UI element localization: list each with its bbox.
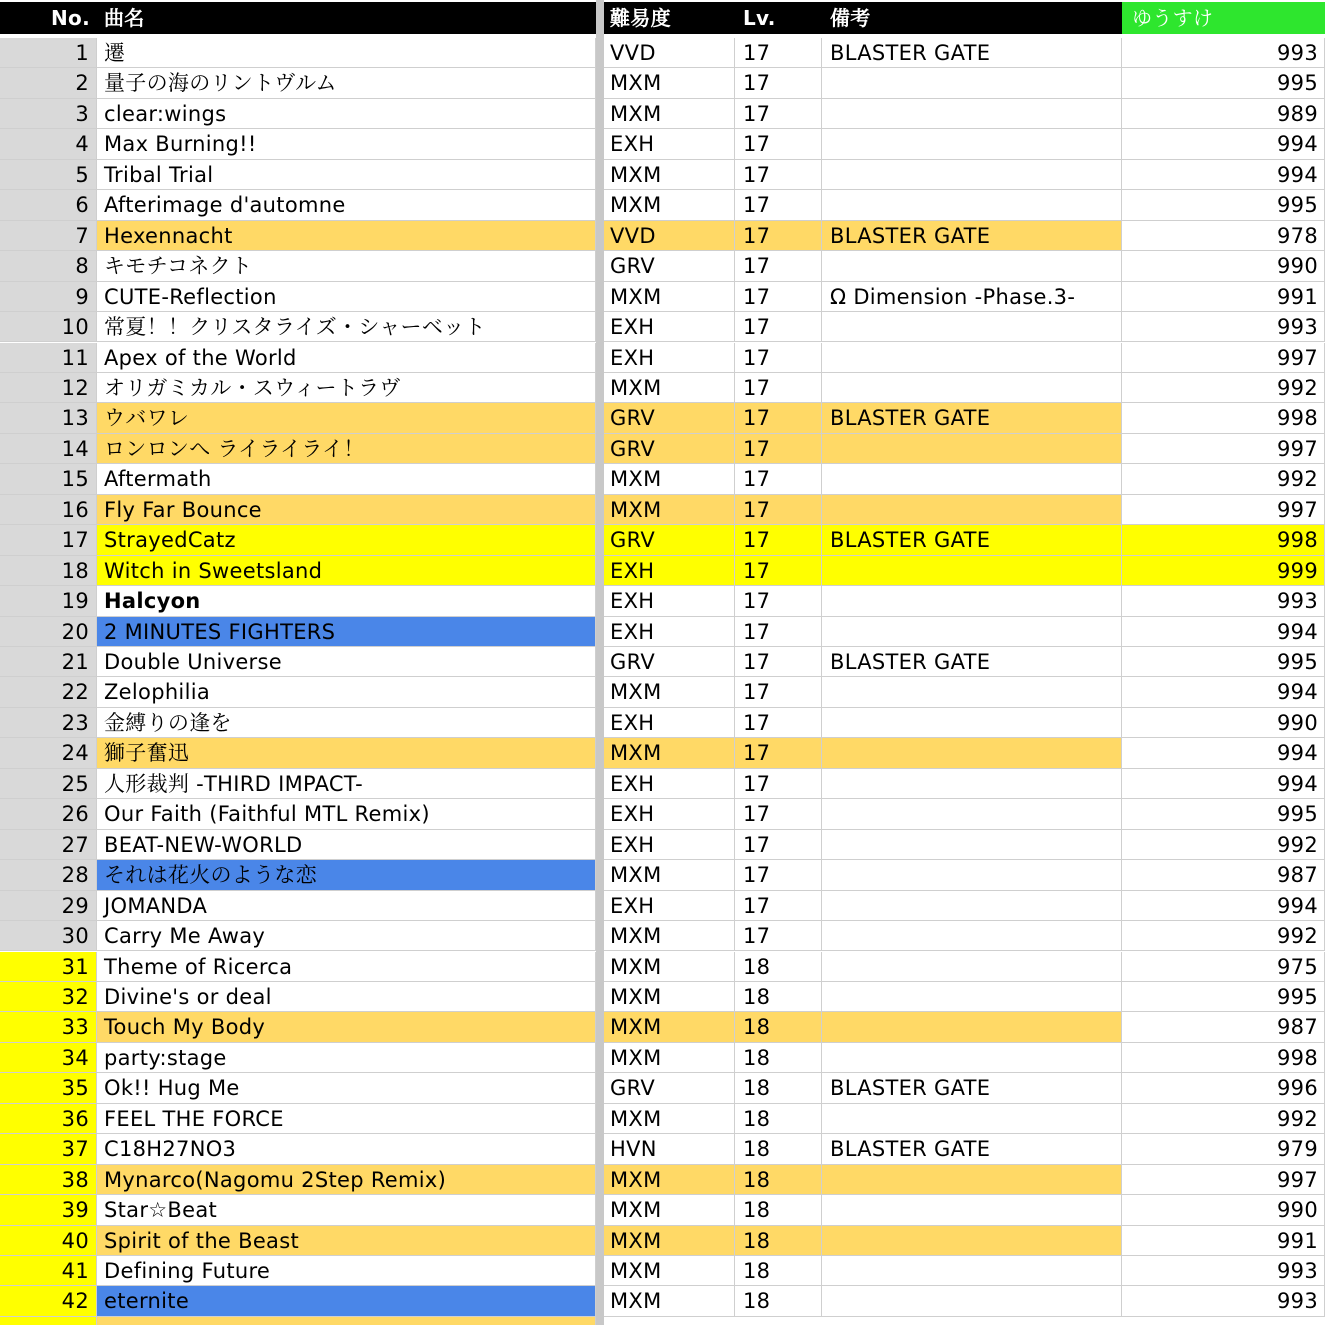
score-cell[interactable]: 991 (1122, 1226, 1325, 1256)
note-cell[interactable] (822, 982, 1122, 1012)
level-cell[interactable]: 17 (735, 617, 822, 647)
difficulty-cell[interactable]: EXH (604, 799, 735, 829)
note-cell[interactable] (822, 708, 1122, 738)
difficulty-cell[interactable]: GRV (604, 647, 735, 677)
song-title-cell[interactable]: Witch in Sweetsland (97, 556, 596, 586)
level-cell[interactable]: 17 (735, 738, 822, 768)
note-cell[interactable] (822, 1195, 1122, 1225)
note-cell[interactable] (822, 1104, 1122, 1134)
note-cell[interactable] (822, 891, 1122, 921)
song-title-cell[interactable]: オリガミカル・スウィートラヴ (97, 373, 596, 403)
song-title-cell[interactable]: 2 MINUTES FIGHTERS (97, 617, 596, 647)
score-cell[interactable]: 993 (1122, 586, 1325, 616)
difficulty-cell[interactable]: EXH (604, 891, 735, 921)
score-cell[interactable]: 992 (1122, 1104, 1325, 1134)
difficulty-cell[interactable]: EXH (604, 769, 735, 799)
difficulty-cell[interactable]: HVN (604, 1134, 735, 1164)
row-number[interactable]: 30 (0, 921, 97, 951)
row-number[interactable]: 23 (0, 708, 97, 738)
row-number[interactable]: 26 (0, 799, 97, 829)
song-title-cell[interactable]: Zelophilia (97, 677, 596, 707)
score-cell[interactable]: 997 (1122, 1165, 1325, 1195)
score-cell[interactable]: 999 (1122, 556, 1325, 586)
difficulty-cell[interactable]: EXH (604, 617, 735, 647)
score-cell[interactable]: 987 (1122, 860, 1325, 890)
note-cell[interactable] (822, 129, 1122, 159)
level-cell[interactable]: 17 (735, 647, 822, 677)
note-cell[interactable]: BLASTER GATE (822, 525, 1122, 555)
difficulty-cell[interactable]: EXH (604, 312, 735, 342)
note-cell[interactable] (822, 373, 1122, 403)
level-cell[interactable]: 17 (735, 464, 822, 494)
level-cell[interactable]: 18 (735, 982, 822, 1012)
song-title-cell[interactable]: 人形裁判 -THIRD IMPACT- (97, 769, 596, 799)
level-cell[interactable]: 18 (735, 1256, 822, 1286)
difficulty-cell[interactable]: MXM (604, 1043, 735, 1073)
song-title-cell[interactable]: ロンロンへ ライライライ！ (97, 434, 596, 464)
row-number[interactable]: 21 (0, 647, 97, 677)
row-number[interactable]: 17 (0, 525, 97, 555)
row-number[interactable]: 20 (0, 617, 97, 647)
note-cell[interactable]: BLASTER GATE (822, 1073, 1122, 1103)
note-cell[interactable]: BLASTER GATE (822, 1134, 1122, 1164)
score-cell[interactable]: 990 (1122, 1195, 1325, 1225)
level-cell[interactable]: 17 (735, 312, 822, 342)
row-number[interactable]: 13 (0, 403, 97, 433)
score-cell[interactable]: 979 (1122, 1134, 1325, 1164)
difficulty-cell[interactable]: EXH (604, 830, 735, 860)
note-cell[interactable]: BLASTER GATE (822, 647, 1122, 677)
score-cell[interactable]: 995 (1122, 68, 1325, 98)
difficulty-cell[interactable]: GRV (604, 403, 735, 433)
row-number[interactable]: 38 (0, 1165, 97, 1195)
difficulty-cell[interactable]: MXM (604, 68, 735, 98)
difficulty-cell[interactable]: MXM (604, 99, 735, 129)
level-cell[interactable]: 18 (735, 952, 822, 982)
score-cell[interactable]: 987 (1122, 1012, 1325, 1042)
difficulty-cell[interactable]: MXM (604, 160, 735, 190)
level-cell[interactable]: 17 (735, 160, 822, 190)
difficulty-cell[interactable]: MXM (604, 282, 735, 312)
score-cell[interactable]: 990 (1122, 251, 1325, 281)
row-number[interactable]: 32 (0, 982, 97, 1012)
note-cell[interactable] (822, 738, 1122, 768)
level-cell[interactable]: 17 (735, 921, 822, 951)
note-cell[interactable]: Ω Dimension -Phase.3- (822, 282, 1122, 312)
header-no[interactable]: No. (0, 2, 97, 34)
note-cell[interactable] (822, 921, 1122, 951)
row-number[interactable]: 36 (0, 1104, 97, 1134)
level-cell[interactable]: 17 (735, 830, 822, 860)
song-title-cell[interactable]: BEAT-NEW-WORLD (97, 830, 596, 860)
row-number[interactable]: 34 (0, 1043, 97, 1073)
note-cell[interactable]: BLASTER GATE (822, 403, 1122, 433)
row-number[interactable]: 4 (0, 129, 97, 159)
row-number[interactable]: 39 (0, 1195, 97, 1225)
note-cell[interactable] (822, 160, 1122, 190)
song-title-cell[interactable]: Theme of Ricerca (97, 952, 596, 982)
difficulty-cell[interactable]: MXM (604, 373, 735, 403)
note-cell[interactable] (822, 586, 1122, 616)
level-cell[interactable]: 18 (735, 1073, 822, 1103)
difficulty-cell[interactable]: EXH (604, 708, 735, 738)
note-cell[interactable] (822, 860, 1122, 890)
song-title-cell[interactable]: それは花火のような恋 (97, 860, 596, 890)
song-title-cell[interactable]: Mynarco(Nagomu 2Step Remix) (97, 1165, 596, 1195)
song-title-cell[interactable]: clear:wings (97, 99, 596, 129)
difficulty-cell[interactable]: VVD (604, 38, 735, 68)
song-title-cell[interactable]: eternite (97, 1286, 596, 1316)
difficulty-cell[interactable]: MXM (604, 1256, 735, 1286)
difficulty-cell[interactable]: MXM (604, 190, 735, 220)
row-number[interactable]: 11 (0, 343, 97, 373)
song-title-cell[interactable]: FEEL THE FORCE (97, 1104, 596, 1134)
row-number[interactable]: 19 (0, 586, 97, 616)
difficulty-cell[interactable]: EXH (604, 343, 735, 373)
note-cell[interactable] (822, 799, 1122, 829)
song-title-cell[interactable]: 獅子奮迅 (97, 738, 596, 768)
note-cell[interactable] (822, 99, 1122, 129)
score-cell[interactable]: 998 (1122, 1043, 1325, 1073)
score-cell[interactable]: 994 (1122, 129, 1325, 159)
level-cell[interactable]: 17 (735, 221, 822, 251)
row-number[interactable]: 9 (0, 282, 97, 312)
note-cell[interactable] (822, 1012, 1122, 1042)
row-number[interactable]: 6 (0, 190, 97, 220)
row-number[interactable]: 33 (0, 1012, 97, 1042)
level-cell[interactable]: 17 (735, 495, 822, 525)
song-title-cell[interactable]: Star☆Beat (97, 1195, 596, 1225)
difficulty-cell[interactable]: EXH (604, 586, 735, 616)
score-cell[interactable]: 995 (1122, 982, 1325, 1012)
difficulty-cell[interactable]: GRV (604, 1073, 735, 1103)
level-cell[interactable]: 17 (735, 99, 822, 129)
note-cell[interactable] (822, 677, 1122, 707)
difficulty-cell[interactable]: EXH (604, 556, 735, 586)
song-title-cell[interactable]: Halcyon (97, 586, 596, 616)
note-cell[interactable] (822, 312, 1122, 342)
note-cell[interactable] (822, 1165, 1122, 1195)
row-number[interactable]: 15 (0, 464, 97, 494)
note-cell[interactable] (822, 464, 1122, 494)
song-title-cell[interactable]: Hexennacht (97, 221, 596, 251)
note-cell[interactable] (822, 952, 1122, 982)
level-cell[interactable]: 18 (735, 1165, 822, 1195)
row-number[interactable]: 24 (0, 738, 97, 768)
score-cell[interactable]: 998 (1122, 525, 1325, 555)
row-number[interactable]: 29 (0, 891, 97, 921)
row-number[interactable]: 10 (0, 312, 97, 342)
row-number[interactable]: 27 (0, 830, 97, 860)
difficulty-cell[interactable]: VVD (604, 221, 735, 251)
level-cell[interactable]: 17 (735, 708, 822, 738)
score-cell[interactable]: 992 (1122, 921, 1325, 951)
song-title-cell[interactable]: 常夏！！クリスタライズ・シャーベット (97, 312, 596, 342)
difficulty-cell[interactable]: MXM (604, 982, 735, 1012)
difficulty-cell[interactable]: EXH (604, 129, 735, 159)
score-cell[interactable]: 995 (1122, 190, 1325, 220)
row-number[interactable]: 40 (0, 1226, 97, 1256)
row-number[interactable]: 41 (0, 1256, 97, 1286)
score-cell[interactable]: 998 (1122, 403, 1325, 433)
note-cell[interactable]: BLASTER GATE (822, 221, 1122, 251)
level-cell[interactable]: 18 (735, 1134, 822, 1164)
level-cell[interactable]: 17 (735, 556, 822, 586)
score-cell[interactable]: 997 (1122, 495, 1325, 525)
difficulty-cell[interactable]: MXM (604, 1195, 735, 1225)
header-player[interactable]: ゆうすけ (1122, 2, 1325, 34)
score-cell[interactable]: 997 (1122, 343, 1325, 373)
difficulty-cell[interactable]: MXM (604, 1226, 735, 1256)
score-cell[interactable]: 995 (1122, 647, 1325, 677)
score-cell[interactable]: 992 (1122, 464, 1325, 494)
row-number[interactable]: 18 (0, 556, 97, 586)
level-cell[interactable]: 17 (735, 68, 822, 98)
song-title-cell[interactable]: CUTE-Reflection (97, 282, 596, 312)
row-number[interactable]: 8 (0, 251, 97, 281)
song-title-cell[interactable]: Spirit of the Beast (97, 1226, 596, 1256)
difficulty-cell[interactable]: GRV (604, 251, 735, 281)
frozen-column-divider (596, 0, 604, 1325)
score-cell[interactable]: 992 (1122, 830, 1325, 860)
song-title-cell[interactable]: 金縛りの逢を (97, 708, 596, 738)
note-cell[interactable] (822, 190, 1122, 220)
score-cell[interactable]: 993 (1122, 1256, 1325, 1286)
note-cell[interactable] (822, 1043, 1122, 1073)
song-title-cell[interactable]: Aftermath (97, 464, 596, 494)
level-cell[interactable]: 17 (735, 799, 822, 829)
row-number[interactable]: 7 (0, 221, 97, 251)
score-cell[interactable]: 993 (1122, 1286, 1325, 1316)
level-cell[interactable]: 17 (735, 586, 822, 616)
level-cell[interactable]: 17 (735, 38, 822, 68)
level-cell[interactable]: 17 (735, 190, 822, 220)
song-title-cell[interactable]: 遷 (97, 38, 596, 68)
difficulty-cell[interactable]: MXM (604, 1104, 735, 1134)
note-cell[interactable] (822, 1226, 1122, 1256)
song-title-cell[interactable]: JOMANDA (97, 891, 596, 921)
song-title-cell[interactable]: Tribal Trial (97, 160, 596, 190)
note-cell[interactable] (822, 830, 1122, 860)
row-number[interactable]: 25 (0, 769, 97, 799)
song-title-cell[interactable]: Our Faith (Faithful MTL Remix) (97, 799, 596, 829)
note-cell[interactable] (822, 68, 1122, 98)
note-cell[interactable] (822, 556, 1122, 586)
difficulty-cell[interactable]: MXM (604, 1286, 735, 1316)
song-title-cell[interactable]: Apex of the World (97, 343, 596, 373)
score-cell[interactable]: 993 (1122, 312, 1325, 342)
difficulty-cell[interactable]: MXM (604, 860, 735, 890)
difficulty-cell[interactable]: MXM (604, 1012, 735, 1042)
level-cell[interactable]: 18 (735, 1195, 822, 1225)
score-cell[interactable]: 994 (1122, 677, 1325, 707)
score-cell[interactable]: 975 (1122, 952, 1325, 982)
score-cell[interactable]: 994 (1122, 160, 1325, 190)
row-number[interactable]: 2 (0, 68, 97, 98)
row-number[interactable]: 12 (0, 373, 97, 403)
song-title-cell[interactable]: 量子の海のリントヴルム (97, 68, 596, 98)
score-cell[interactable]: 994 (1122, 769, 1325, 799)
level-cell[interactable]: 18 (735, 1012, 822, 1042)
level-cell[interactable]: 17 (735, 525, 822, 555)
song-title-cell[interactable]: Defining Future (97, 1256, 596, 1286)
score-cell[interactable]: 995 (1122, 799, 1325, 829)
row-number[interactable]: 35 (0, 1073, 97, 1103)
difficulty-cell[interactable]: MXM (604, 677, 735, 707)
score-cell[interactable]: 990 (1122, 708, 1325, 738)
difficulty-cell[interactable]: GRV (604, 525, 735, 555)
level-cell[interactable]: 17 (735, 860, 822, 890)
header-level[interactable]: Lv. (735, 2, 822, 34)
song-title-cell[interactable]: party:stage (97, 1043, 596, 1073)
level-cell[interactable]: 17 (735, 677, 822, 707)
score-cell[interactable]: 978 (1122, 221, 1325, 251)
song-title-cell[interactable]: Carry Me Away (97, 921, 596, 951)
level-cell[interactable]: 17 (735, 434, 822, 464)
note-cell[interactable] (822, 769, 1122, 799)
song-title-cell[interactable]: Double Universe (97, 647, 596, 677)
difficulty-cell[interactable]: MXM (604, 1165, 735, 1195)
header-difficulty[interactable]: 難易度 (604, 2, 735, 34)
level-cell[interactable]: 18 (735, 1286, 822, 1316)
row-number[interactable]: 22 (0, 677, 97, 707)
note-cell[interactable] (822, 1256, 1122, 1286)
song-title-cell[interactable]: C18H27NO3 (97, 1134, 596, 1164)
level-cell[interactable]: 18 (735, 1043, 822, 1073)
score-cell[interactable]: 996 (1122, 1073, 1325, 1103)
header-title[interactable]: 曲名 (97, 2, 596, 34)
row-number[interactable]: 3 (0, 99, 97, 129)
level-cell[interactable]: 18 (735, 1226, 822, 1256)
level-cell[interactable]: 17 (735, 282, 822, 312)
song-title-cell[interactable]: Fly Far Bounce (97, 495, 596, 525)
note-cell[interactable] (822, 1286, 1122, 1316)
level-cell[interactable]: 17 (735, 403, 822, 433)
row-number[interactable]: 16 (0, 495, 97, 525)
difficulty-cell[interactable]: MXM (604, 738, 735, 768)
row-number[interactable]: 14 (0, 434, 97, 464)
note-cell[interactable]: BLASTER GATE (822, 38, 1122, 68)
level-cell[interactable]: 17 (735, 891, 822, 921)
score-cell[interactable]: 994 (1122, 891, 1325, 921)
song-title-cell[interactable]: StrayedCatz (97, 525, 596, 555)
level-cell[interactable]: 18 (735, 1104, 822, 1134)
score-cell[interactable]: 994 (1122, 617, 1325, 647)
difficulty-cell[interactable]: MXM (604, 495, 735, 525)
note-cell[interactable] (822, 434, 1122, 464)
song-title-cell[interactable]: キモチコネクト (97, 251, 596, 281)
difficulty-cell[interactable]: MXM (604, 464, 735, 494)
song-title-cell[interactable]: Ok!! Hug Me (97, 1073, 596, 1103)
next-row-number-partial (0, 1317, 97, 1325)
row-number[interactable]: 37 (0, 1134, 97, 1164)
level-cell[interactable]: 17 (735, 251, 822, 281)
difficulty-cell[interactable]: MXM (604, 952, 735, 982)
song-title-cell[interactable]: ウバワレ (97, 403, 596, 433)
song-title-cell[interactable]: Divine's or deal (97, 982, 596, 1012)
song-title-cell[interactable]: Max Burning!! (97, 129, 596, 159)
header-note[interactable]: 備考 (822, 2, 1122, 34)
difficulty-cell[interactable]: MXM (604, 921, 735, 951)
song-title-cell[interactable]: Touch My Body (97, 1012, 596, 1042)
level-cell[interactable]: 17 (735, 373, 822, 403)
next-row-partial (97, 1317, 596, 1325)
score-cell[interactable]: 992 (1122, 373, 1325, 403)
score-cell[interactable]: 994 (1122, 738, 1325, 768)
score-cell[interactable]: 991 (1122, 282, 1325, 312)
row-number[interactable]: 5 (0, 160, 97, 190)
row-number[interactable]: 31 (0, 952, 97, 982)
score-cell[interactable]: 989 (1122, 99, 1325, 129)
note-cell[interactable] (822, 251, 1122, 281)
row-number[interactable]: 42 (0, 1286, 97, 1316)
row-number[interactable]: 28 (0, 860, 97, 890)
score-cell[interactable]: 997 (1122, 434, 1325, 464)
difficulty-cell[interactable]: GRV (604, 434, 735, 464)
level-cell[interactable]: 17 (735, 769, 822, 799)
song-title-cell[interactable]: Afterimage d'automne (97, 190, 596, 220)
note-cell[interactable] (822, 617, 1122, 647)
score-cell[interactable]: 993 (1122, 38, 1325, 68)
note-cell[interactable] (822, 495, 1122, 525)
row-number[interactable]: 1 (0, 38, 97, 68)
level-cell[interactable]: 17 (735, 129, 822, 159)
note-cell[interactable] (822, 343, 1122, 373)
level-cell[interactable]: 17 (735, 343, 822, 373)
